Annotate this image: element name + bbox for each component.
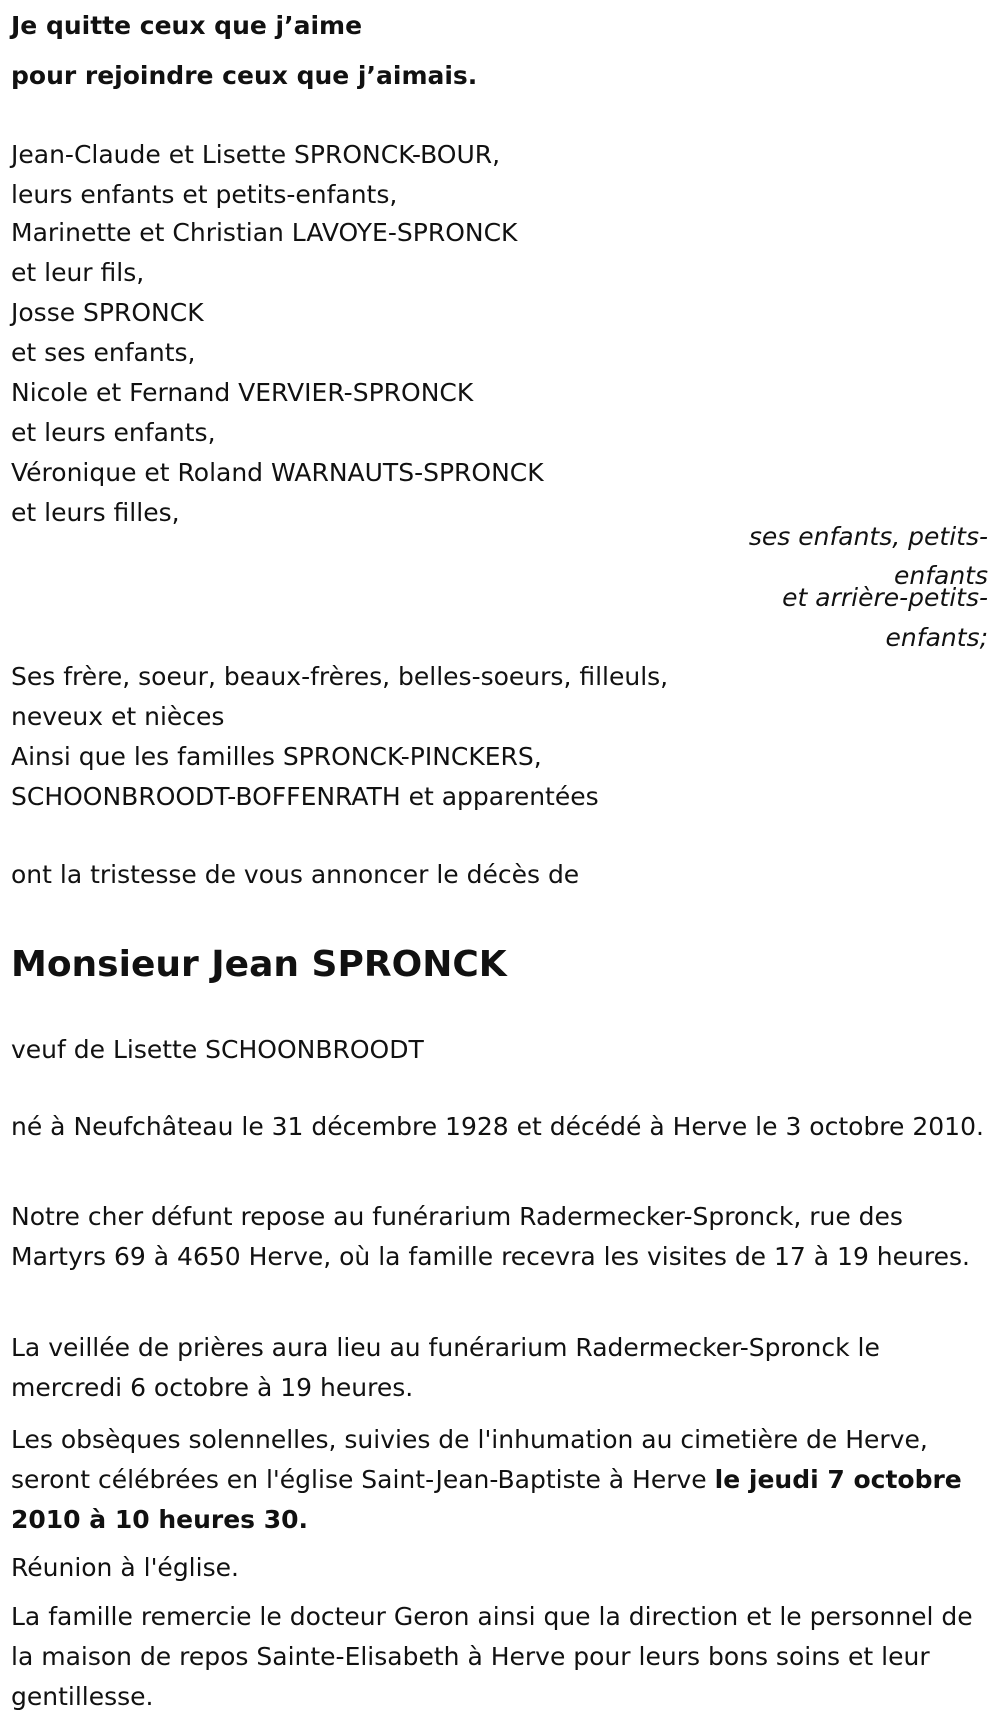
vigil-paragraph: La veillée de prières aura lieu au funérarium Radermecker-Spronck le mercredi 6 octobre à 19 heures.	[11, 1333, 880, 1402]
announcement-text: ont la tristesse de vous annoncer le décès de	[11, 860, 580, 889]
descendants-line: ses enfants, petits-	[748, 522, 988, 551]
family-line: et leurs filles,	[11, 498, 180, 527]
family-line: et leur fils,	[11, 258, 145, 287]
family-line: Marinette et Christian LAVOYE-SPRONCK	[11, 218, 518, 247]
descendants-line: et arrière-petits-	[782, 583, 988, 612]
widower-note: veuf de Lisette SCHOONBROODT	[11, 1035, 424, 1064]
funeral-date: le jeudi 7 octobre 2010 à 10 heures 30.	[11, 1465, 962, 1534]
family-line: Véronique et Roland WARNAUTS-SPRONCK	[11, 458, 544, 487]
epigraph-line-2: pour rejoindre ceux que j’aimais.	[11, 61, 478, 90]
family-line: et ses enfants,	[11, 338, 196, 367]
relatives-line: neveux et nièces	[11, 702, 225, 731]
thanks-paragraph: La famille remercie le docteur Geron ainsi que la direction et le personnel de la maison de repos Sainte-Elisabeth à Herve pour leurs bons soins et leur gentillesse.	[11, 1602, 973, 1711]
funeral-paragraph	[11, 1420, 991, 1540]
relatives-line: Ainsi que les familles SPRONCK-PINCKERS,	[11, 742, 542, 771]
family-line: et leurs enfants,	[11, 418, 216, 447]
relatives-line: SCHOONBROODT-BOFFENRATH et apparentées	[11, 782, 599, 811]
rest-paragraph: Notre cher défunt repose au funérarium Radermecker-Spronck, rue des Martyrs 69 à 4650 Herve, où la famille recevra les visites de 17 à 19 heures.	[11, 1202, 970, 1271]
relatives-line: Ses frère, soeur, beaux-frères, belles-soeurs, filleuls,	[11, 662, 669, 691]
birth-death-paragraph: né à Neufchâteau le 31 décembre 1928 et décédé à Herve le 3 octobre 2010.	[11, 1112, 984, 1141]
descendants-line: enfants;	[885, 623, 988, 652]
funeral-text: Les obsèques solennelles, suivies de l'inhumation au cimetière de Herve, seront célébrées en l'église Saint-Jean-Baptiste à Herve	[11, 1425, 928, 1494]
epigraph-line-1: Je quitte ceux que j’aime	[11, 11, 363, 40]
family-line: Nicole et Fernand VERVIER-SPRONCK	[11, 378, 474, 407]
deceased-name: Monsieur Jean SPRONCK	[11, 944, 507, 985]
family-line: leurs enfants et petits-enfants,	[11, 180, 398, 209]
meeting-paragraph: Réunion à l'église.	[11, 1553, 239, 1582]
family-line: Josse SPRONCK	[11, 298, 204, 327]
descendants-line: enfants	[893, 561, 988, 590]
family-line: Jean-Claude et Lisette SPRONCK-BOUR,	[11, 140, 501, 169]
